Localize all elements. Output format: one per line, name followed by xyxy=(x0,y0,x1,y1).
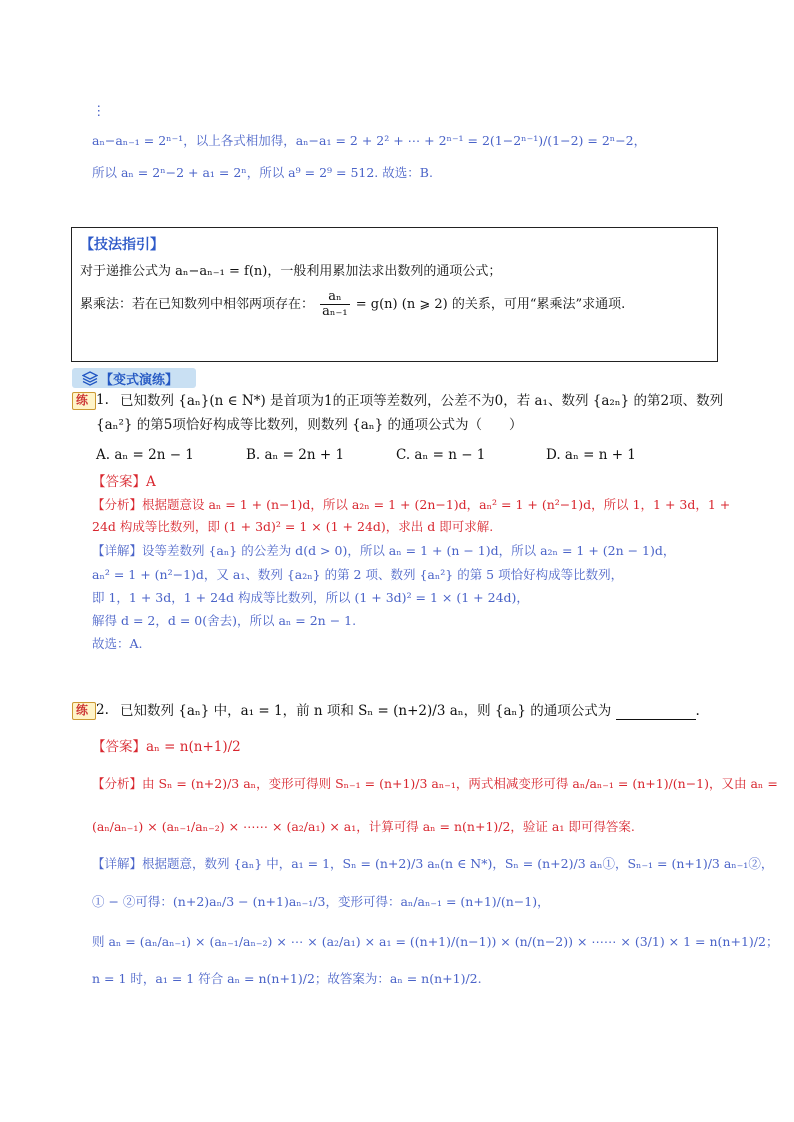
tip-line-2-post: = g(n) (n ⩾ 2) 的关系，可用“累乘法”求通项. xyxy=(355,297,626,312)
tip-fraction-denominator: aₙ₋₁ xyxy=(322,304,348,319)
answer-blank[interactable] xyxy=(616,707,696,720)
q1-answer: 【答案】A xyxy=(92,474,156,490)
q2-analysis-1: 【分析】由 Sₙ = (n+2)/3 aₙ，变形可得则 Sₙ₋₁ = (n+1)/3 aₙ₋₁，两式相减变形可得 aₙ/aₙ₋₁ = (n+1)/(n−1)，又由 aₙ = xyxy=(92,776,778,791)
option-d: D. aₙ = n + 1 xyxy=(546,447,636,463)
q2-detail-1: 【详解】根据题意，数列 {aₙ} 中，a₁ = 1，Sₙ = (n+2)/3 aₙ(n ∈ N*)，Sₙ = (n+2)/3 aₙ①，Sₙ₋₁ = (n+1)/3 aₙ₋₁②， xyxy=(92,856,774,871)
tip-line-2 xyxy=(80,290,625,319)
top-line-1: aₙ−aₙ₋₁ = 2ⁿ⁻¹，以上各式相加得，aₙ−a₁ = 2 + 2² + ⋯ + 2ⁿ⁻¹ = 2(1−2ⁿ⁻¹)/(1−2) = 2ⁿ−2， xyxy=(92,133,647,148)
q2-answer: 【答案】aₙ = n(n+1)/2 xyxy=(92,739,241,755)
q2-analysis-2: (aₙ/aₙ₋₁) × (aₙ₋₁/aₙ₋₂) × ⋯⋯ × (a₂/a₁) × a₁，计算可得 aₙ = n(n+1)/2，验证 a₁ 即可得答案. xyxy=(92,819,635,834)
top-line-2: 所以 aₙ = 2ⁿ−2 + a₁ = 2ⁿ，所以 a⁹ = 2⁹ = 512. 故选：B. xyxy=(92,165,433,180)
tip-line-1: 对于递推公式为 aₙ−aₙ₋₁ = f(n)，一般利用累加法求出数列的通项公式； xyxy=(80,264,502,279)
tip-line-2-pre: 累乘法：若在已知数列中相邻两项存在： xyxy=(80,297,315,312)
practice-mark-1-label: 练 xyxy=(76,393,89,407)
option-b: B. aₙ = 2n + 1 xyxy=(246,447,345,463)
q2-detail-4: n = 1 时，a₁ = 1 符合 aₙ = n(n+1)/2；故答案为：aₙ = n(n+1)/2. xyxy=(92,971,482,986)
question-2-stem-text: 已知数列 {aₙ} 中，a₁ = 1，前 n 项和 Sₙ = (n+2)/3 aₙ，则 {aₙ} 的通项公式为 xyxy=(120,703,612,719)
ellipsis: ⋮ xyxy=(92,103,106,119)
section-badge xyxy=(72,368,196,388)
layers-icon xyxy=(82,370,98,386)
practice-mark-2 xyxy=(72,702,96,720)
q1-detail-1: 【详解】设等差数列 {aₙ} 的公差为 d(d > 0)，所以 aₙ = 1 + (n − 1)d，所以 a₂ₙ = 1 + (2n − 1)d， xyxy=(92,543,676,558)
question-1-stem-2: {aₙ²} 的第5项恰好构成等比数列，则数列 {aₙ} 的通项公式为（ ） xyxy=(96,417,523,433)
section-badge-label: 【变式演练】 xyxy=(100,373,179,388)
tip-box xyxy=(71,227,718,362)
q1-detail-5: 故选：A. xyxy=(92,636,143,651)
tip-fraction xyxy=(320,290,349,319)
question-1-stem-1: 已知数列 {aₙ}(n ∈ N*) 是首项为1的正项等差数列，公差不为0，若 a₁、数列 {a₂ₙ} 的第2项、数列 xyxy=(120,393,724,409)
option-c: C. aₙ = n − 1 xyxy=(396,447,486,463)
tip-fraction-numerator: aₙ xyxy=(320,290,349,305)
q2-detail-3: 则 aₙ = (aₙ/aₙ₋₁) × (aₙ₋₁/aₙ₋₂) × ⋯ × (a₂/a₁) × a₁ = ((n+1)/(n−1)) × (n/(n−2)) × ⋯⋯ × (3/1) × 1 = n(n+1)/2； xyxy=(92,934,779,949)
q1-detail-4: 解得 d = 2，d = 0(舍去)，所以 aₙ = 2n − 1. xyxy=(92,613,357,628)
q1-detail-3: 即 1，1 + 3d，1 + 24d 构成等比数列，所以 (1 + 3d)² = 1 × (1 + 24d)， xyxy=(92,590,529,605)
q1-analysis-2: 24d 构成等比数列，即 (1 + 3d)² = 1 × (1 + 24d)，求出 d 即可求解. xyxy=(92,519,494,534)
option-a: A. aₙ = 2n − 1 xyxy=(96,447,194,463)
q1-analysis-1: 【分析】根据题意设 aₙ = 1 + (n−1)d，所以 a₂ₙ = 1 + (2n−1)d，aₙ² = 1 + (n²−1)d，所以 1，1 + 3d，1 + xyxy=(92,497,731,512)
tip-title: 【技法指引】 xyxy=(80,237,164,253)
question-2-number: 2. xyxy=(96,702,109,718)
question-2-stem: 已知数列 {aₙ} 中，a₁ = 1，前 n 项和 Sₙ = (n+2)/3 aₙ，则 {aₙ} 的通项公式为 . xyxy=(120,703,700,719)
q2-detail-2: ① − ②可得：(n+2)aₙ/3 − (n+1)aₙ₋₁/3，变形可得：aₙ/aₙ₋₁ = (n+1)/(n−1)， xyxy=(92,894,550,909)
q1-detail-2: aₙ² = 1 + (n²−1)d，又 a₁、数列 {a₂ₙ} 的第 2 项、数列 {aₙ²} 的第 5 项恰好构成等比数列， xyxy=(92,567,624,582)
question-1-number: 1. xyxy=(96,392,109,408)
practice-mark-1 xyxy=(72,392,96,410)
practice-mark-2-label: 练 xyxy=(76,703,89,717)
